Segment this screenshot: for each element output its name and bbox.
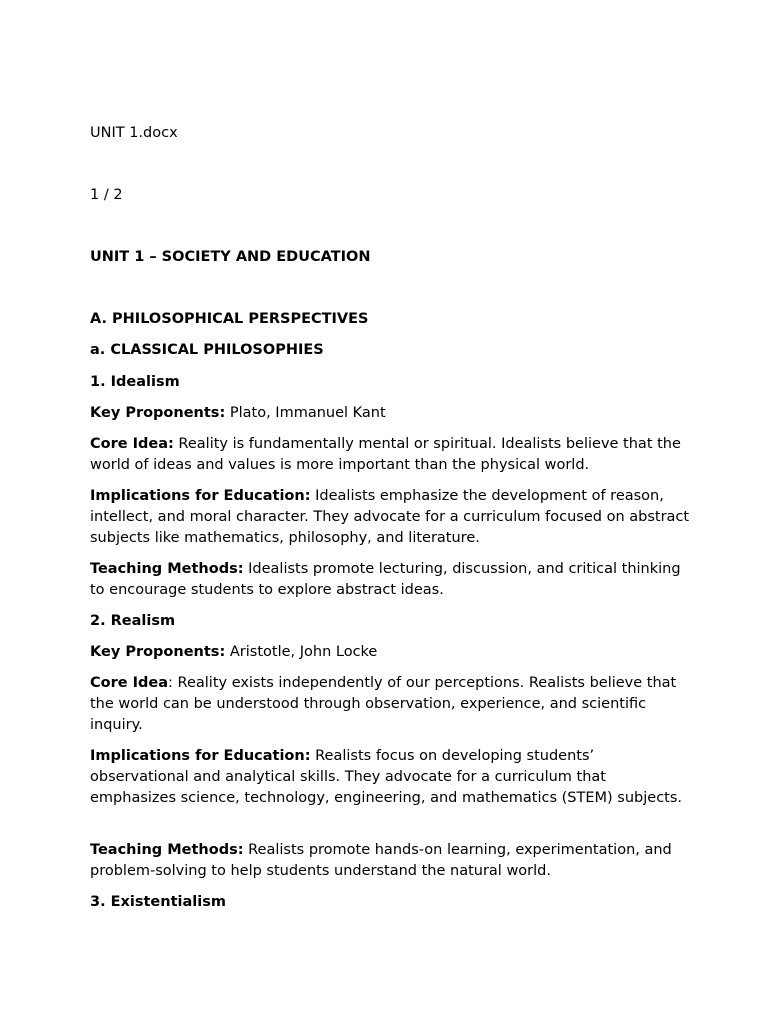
section-heading: A. PHILOSOPHICAL PERSPECTIVES <box>90 311 369 327</box>
realism-core-label: Core Idea <box>90 675 169 691</box>
realism-proponents-text: Aristotle, John Locke <box>225 644 378 660</box>
realism-core-idea <box>90 673 690 735</box>
idealism-core-idea <box>90 434 690 476</box>
idealism-proponents <box>90 403 690 424</box>
realism-implications-label: Implications for Education: <box>90 748 311 764</box>
realism-heading: 2. Realism <box>90 613 176 629</box>
realism-methods-text: Realists promote hands-on learning, experimentation, and problem-solving to help students understand the natural world. <box>90 842 672 879</box>
idealism-implications-text: Idealists emphasize the development of reason, intellect, and moral character. They advocate for a curriculum focused on abstract subjects like mathematics, philosophy, and literature. <box>90 488 690 546</box>
idealism-core-text: Reality is fundamentally mental or spiritual. Idealists believe that the world of ideas and values is more important than the physical world. <box>90 436 681 473</box>
idealism-methods-text: Idealists promote lecturing, discussion, and critical thinking to encourage students to explore abstract ideas. <box>90 561 681 598</box>
idealism-proponents-text: Plato, Immanuel Kant <box>225 405 386 421</box>
existentialism-heading: 3. Existentialism <box>90 894 226 910</box>
idealism-heading: 1. Idealism <box>90 374 180 390</box>
idealism-proponents-label: Key Proponents: <box>90 405 226 421</box>
realism-teaching-methods <box>90 840 690 882</box>
realism-methods-label: Teaching Methods: <box>90 842 244 858</box>
document-filename: UNIT 1.docx <box>90 125 178 141</box>
idealism-core-label: Core Idea: <box>90 436 174 452</box>
realism-core-text: : Reality exists independently of our perceptions. Realists believe that the world can be understood through observation, experience, and scientific inquiry. <box>90 675 677 733</box>
idealism-implications-label: Implications for Education: <box>90 488 311 504</box>
idealism-implications <box>90 486 690 548</box>
realism-proponents <box>90 642 690 663</box>
realism-proponents-label: Key Proponents: <box>90 644 226 660</box>
realism-implications <box>90 746 690 808</box>
page-indicator: 1 / 2 <box>90 187 123 203</box>
idealism-methods-label: Teaching Methods: <box>90 561 244 577</box>
subsection-heading: a. CLASSICAL PHILOSOPHIES <box>90 342 324 358</box>
realism-implications-text: Realists focus on developing students’ observational and analytical skills. They advocate for a curriculum that emphasizes science, technology, engineering, and mathematics (STEM) subjects. <box>90 748 683 806</box>
document-title: UNIT 1 – SOCIETY AND EDUCATION <box>90 249 371 265</box>
idealism-teaching-methods <box>90 559 690 601</box>
